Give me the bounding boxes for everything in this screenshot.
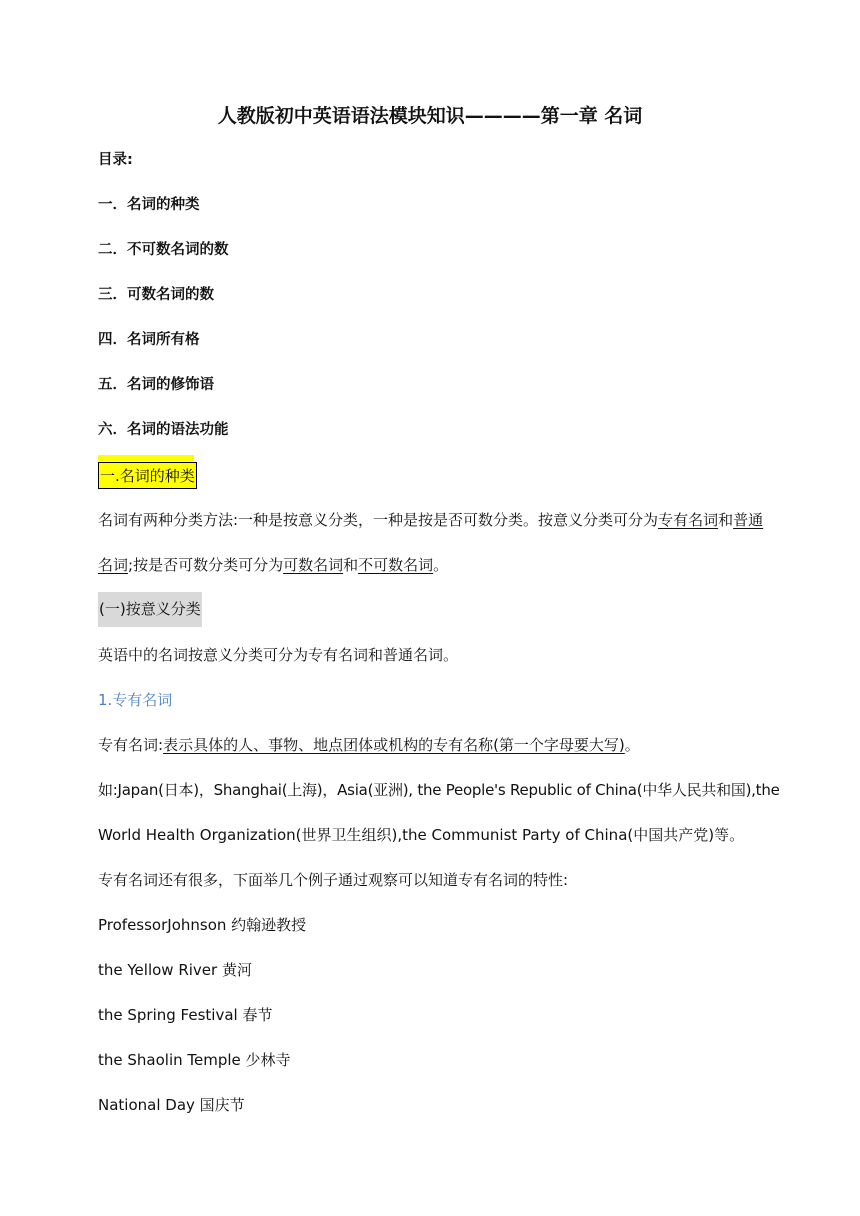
paragraph-classification-line2 [98, 554, 448, 576]
para-text: ;按是否可数分类可分为 [128, 556, 284, 574]
toc-item-4: 四．名词所有格 [98, 332, 200, 348]
para-text: 和 [343, 556, 359, 574]
section-heading-1 [98, 462, 197, 489]
toc-item-3: 三．可数名词的数 [98, 287, 214, 303]
toc-item-1: 一．名词的种类 [98, 197, 200, 213]
subsection-heading-shaded: (一)按意义分类 [98, 592, 202, 627]
proper-noun-definition [98, 734, 640, 756]
proper-noun-heading: 1.专有名词 [98, 691, 173, 709]
underlined-term: 不可数名词 [358, 556, 434, 574]
underlined-term: 普通 [733, 511, 764, 529]
definition-suffix: 。 [624, 736, 640, 754]
example-item: ProfessorJohnson 约翰逊教授 [98, 916, 307, 934]
definition-prefix: 专有名词: [98, 736, 164, 754]
para-text: 和 [718, 511, 734, 529]
underlined-term: 名词 [98, 556, 129, 574]
subsection-intro: 英语中的名词按意义分类可分为专有名词和普通名词。 [98, 646, 459, 664]
subsection-heading [98, 592, 202, 627]
underlined-term: 专有名词 [658, 511, 719, 529]
document-title: 人教版初中英语语法模块知识————第一章 名词 [217, 105, 643, 127]
paragraph-classification-line1 [98, 509, 763, 531]
toc-item-5: 五．名词的修饰语 [98, 377, 214, 393]
toc-heading: 目录: [98, 152, 133, 168]
more-examples-intro: 专有名词还有很多，下面举几个例子通过观察可以知道专有名词的特性: [98, 871, 569, 889]
definition-underlined: 表示具体的人、事物、地点团体或机构的专有名称(第一个字母要大写) [163, 736, 625, 754]
toc-item-2: 二．不可数名词的数 [98, 242, 229, 258]
example-item: the Shaolin Temple 少林寺 [98, 1051, 291, 1069]
example-item: National Day 国庆节 [98, 1096, 245, 1114]
example-item: the Yellow River 黄河 [98, 961, 252, 979]
examples-line-2: World Health Organization(世界卫生组织),the Communist Party of China(中国共产党)等。 [98, 826, 745, 844]
example-item: the Spring Festival 春节 [98, 1006, 273, 1024]
para-text: 。 [433, 556, 449, 574]
highlight-strip [98, 455, 194, 461]
underlined-term: 可数名词 [283, 556, 344, 574]
para-text: 名词有两种分类方法:一种是按意义分类，一种是按是否可数分类。按意义分类可分为 [98, 511, 659, 529]
examples-line-1: 如:Japan(日本)，Shanghai(上海)，Asia(亚洲), the People's Republic of China(中华人民共和国),the [98, 781, 780, 799]
section-heading-box: 一.名词的种类 [98, 462, 197, 489]
toc-item-6: 六．名词的语法功能 [98, 422, 229, 438]
